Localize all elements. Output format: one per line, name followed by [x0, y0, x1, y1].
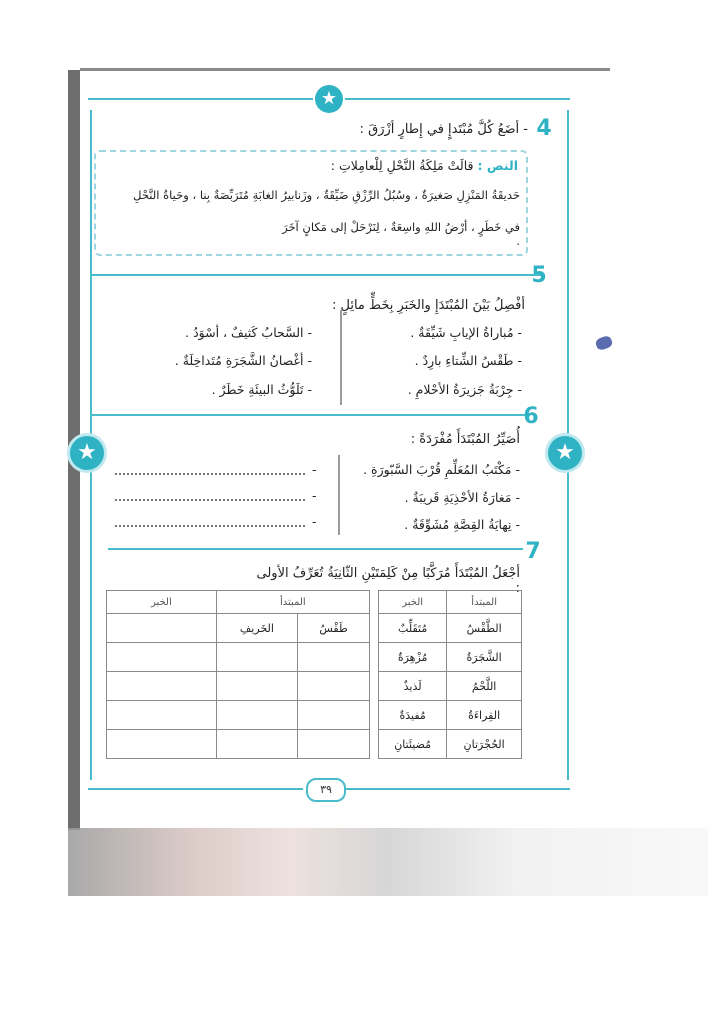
table2-cell: طَقْسُ [298, 614, 370, 643]
frame-top-left [88, 98, 313, 100]
table1-cell: لَذيذٌ [379, 672, 447, 701]
ex5-number: 5 [531, 263, 547, 288]
table2-header-predicate: الخبر [107, 591, 217, 614]
ex5-right-item-2: - طَقْسُ الشِّتاءِ بارِدٌ . [414, 353, 522, 368]
ex6-answer-dash-1: - [312, 462, 317, 477]
side-star-right-icon: ★ [548, 436, 582, 470]
scan-smudge [68, 828, 708, 896]
passage-label: النص : [477, 158, 518, 173]
ex6-answer-dash-3: - [312, 514, 317, 529]
ex6-answer-dash-2: - [312, 488, 317, 503]
table-row [107, 730, 370, 759]
frame-bottom-right [345, 788, 570, 790]
ex4-number: 4 [536, 116, 552, 141]
passage-line-1: حَديقَةُ المَنْزِلِ صَغيرَةٌ ، وسُبُلُ الرِّزْقِ ضَيِّقَةٌ ، وزَنابيرُ الغابَةِ مُتَرَبِّصَةٌ بِنا ، وحَياةُ النَّحْلِ [133, 188, 520, 202]
table-row [379, 672, 522, 701]
table1-cell: مُتَقَلِّبٌ [379, 614, 447, 643]
ex6-item-1: - مَكْتَبُ المُعَلِّمِ قُرْبَ السَّبّورَةِ . [363, 462, 520, 477]
table-row [107, 614, 370, 643]
ex5-left-item-2: - أغْصانُ الشَّجَرَةِ مُتَداخِلَةٌ . [174, 353, 312, 368]
ex5-separator [340, 310, 342, 405]
table2-answer-cell[interactable] [298, 672, 370, 701]
table1-cell: مُضيئَتانِ [379, 730, 447, 759]
frame-bottom-left [88, 788, 303, 790]
ex7-number: 7 [525, 539, 541, 564]
table-row [107, 643, 370, 672]
frame-top-right [345, 98, 570, 100]
table1-cell: الحُجْرَتانِ [447, 730, 522, 759]
table1-cell: مُزْهِرَةٌ [379, 643, 447, 672]
page-number: ٣٩ [306, 778, 346, 802]
table-row [107, 701, 370, 730]
table2-answer-cell[interactable] [107, 672, 217, 701]
ex7-table-2 [106, 590, 370, 759]
divider-2 [90, 414, 530, 416]
table2-answer-cell[interactable] [107, 643, 217, 672]
table1-header-predicate: الخبر [379, 591, 447, 614]
frame-star-icon: ★ [315, 85, 343, 113]
table2-answer-cell[interactable] [107, 614, 217, 643]
ex5-left-item-3: - تَلَوُّثُ البيئَةِ خَطَرٌ . [211, 382, 312, 397]
ink-blot [594, 335, 613, 352]
table2-answer-cell[interactable] [298, 643, 370, 672]
passage-line-2: في خَطَرٍ ، أرْضُ اللهِ واسِعَةٌ ، لِنَرْحَلْ إلى مَكانٍ آخَرَ . [282, 220, 520, 248]
divider-3 [108, 548, 523, 550]
ex6-instruction: أُصَيِّرُ المُبْتَدَأَ مُفْرَدَةً : [410, 432, 520, 447]
table2-answer-cell[interactable] [298, 730, 370, 759]
table1-header-subject: المبتدأ [447, 591, 522, 614]
ex6-separator [338, 455, 340, 535]
ex4-instruction: - أضَعُ كُلَّ مُبْتَدإٍ في إِطارٍ أزْرَقَ : [359, 122, 528, 137]
table2-answer-cell[interactable] [216, 701, 297, 730]
table2-answer-cell[interactable] [107, 730, 217, 759]
table-row [379, 614, 522, 643]
side-star-left-icon: ★ [70, 436, 104, 470]
table1-cell: الطَّقْسُ [447, 614, 522, 643]
ex5-instruction: أفْصِلُ بَيْنَ المُبْتَدَإِ والخَبَرِ بِخَطٍّ مائِلٍ : [331, 298, 525, 313]
table2-answer-cell[interactable] [216, 672, 297, 701]
passage-title: قالَتْ مَلِكَةُ النَّحْلِ لِلْعامِلاتِ : [330, 158, 474, 173]
table1-cell: الشَّجَرَةُ [447, 643, 522, 672]
ex6-answer-line-2[interactable] [115, 498, 305, 501]
ex6-item-2: - مَغارَةُ الأحْذِيَةِ قَريبَةٌ . [404, 490, 520, 505]
table2-answer-cell[interactable] [107, 701, 217, 730]
ex6-answer-line-1[interactable] [115, 472, 305, 475]
ex5-right-item-3: - جِرْبَةُ جَزيرَةُ الأحْلامِ . [407, 382, 522, 397]
ex6-number: 6 [523, 404, 539, 429]
table-row [107, 672, 370, 701]
ex5-right-item-1: - مُباراةُ الإيابِ شَيِّقَةٌ . [410, 325, 522, 340]
table1-cell: القِراءَةُ [447, 701, 522, 730]
divider-1 [90, 274, 545, 276]
table-row [379, 643, 522, 672]
table-row [379, 701, 522, 730]
table2-answer-cell[interactable] [216, 643, 297, 672]
table1-cell: مُفيدَةٌ [379, 701, 447, 730]
ex6-item-3: - نِهايَةُ القِصَّةِ مُشَوِّقَةٌ . [404, 517, 520, 532]
table2-header-subject: المبتدأ [216, 591, 369, 614]
ex7-table-1 [378, 590, 522, 759]
top-rule [80, 68, 610, 71]
ex6-answer-line-3[interactable] [115, 524, 305, 527]
ex7-instruction: أجْعَلُ المُبْتَدَأَ مُرَكَّبًا مِنْ كَلِمَتَيْنِ الثّانِيَةُ تُعَرِّفُ الأولى : [256, 566, 520, 596]
table-row [379, 730, 522, 759]
table2-answer-cell[interactable] [298, 701, 370, 730]
ex5-left-item-1: - السَّحابُ كَثيفٌ ، أسْوَدُ . [185, 325, 312, 340]
table1-cell: اللَّحْمُ [447, 672, 522, 701]
table2-answer-cell[interactable] [216, 730, 297, 759]
table2-cell: الخَريفِ [216, 614, 297, 643]
